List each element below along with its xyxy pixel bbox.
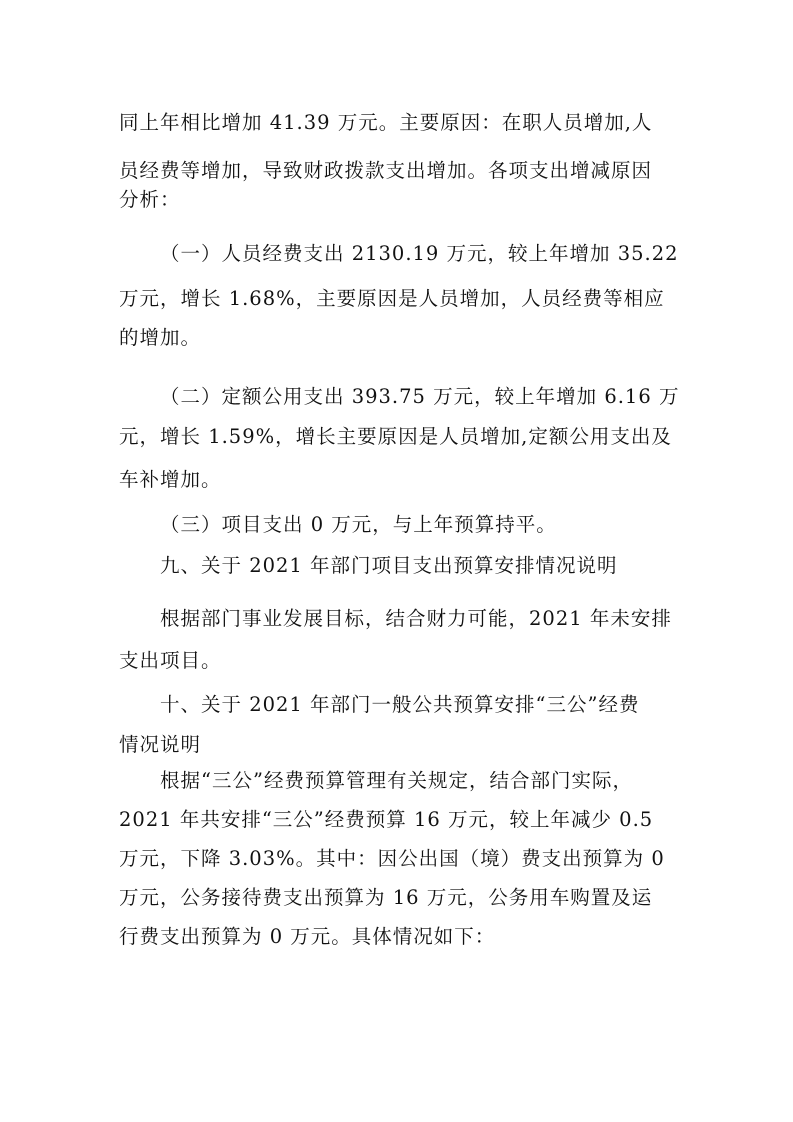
body-text-line: （三）项目支出 0 万元，与上年预算持平。 xyxy=(160,513,557,536)
body-text-line: 万元，公务接待费支出预算为 16 万元，公务用车购置及运 xyxy=(119,886,653,909)
body-text-line: 行费支出预算为 0 万元。具体情况如下： xyxy=(119,925,496,948)
section-heading: 情况说明 xyxy=(119,733,202,756)
body-text-line: 元，增长 1.59%，增长主要原因是人员增加,定额公用支出及 xyxy=(119,425,672,448)
body-text-line: 员经费等增加，导致财政拨款支出增加。各项支出增减原因 xyxy=(119,159,653,182)
body-text-line: （二）定额公用支出 393.75 万元，较上年增加 6.16 万 xyxy=(160,385,680,408)
section-heading: 九、关于 2021 年部门项目支出预算安排情况说明 xyxy=(160,554,618,577)
body-text-line: 支出项目。 xyxy=(119,649,222,672)
body-text-line: 的增加。 xyxy=(119,326,202,349)
body-text-line: 万元，下降 3.03%。其中：因公出国（境）费支出预算为 0 xyxy=(119,847,665,870)
body-text-line: 2021 年共安排“三公”经费预算 16 万元，较上年减少 0.5 xyxy=(119,808,654,831)
body-text-line: 万元，增长 1.68%，主要原因是人员增加，人员经费等相应 xyxy=(119,287,665,310)
body-text-line: （一）人员经费支出 2130.19 万元，较上年增加 35.22 xyxy=(160,242,679,265)
body-text-line: 同上年相比增加 41.39 万元。主要原因：在职人员增加,人 xyxy=(119,111,653,134)
section-heading: 十、关于 2021 年部门一般公共预算安排“三公”经费 xyxy=(160,693,640,716)
body-text-line: 分析： xyxy=(119,188,181,211)
body-text-line: 根据“三公”经费预算管理有关规定，结合部门实际， xyxy=(160,769,633,792)
body-text-line: 根据部门事业发展目标，结合财力可能，2021 年未安排 xyxy=(160,607,672,630)
body-text-line: 车补增加。 xyxy=(119,468,222,491)
